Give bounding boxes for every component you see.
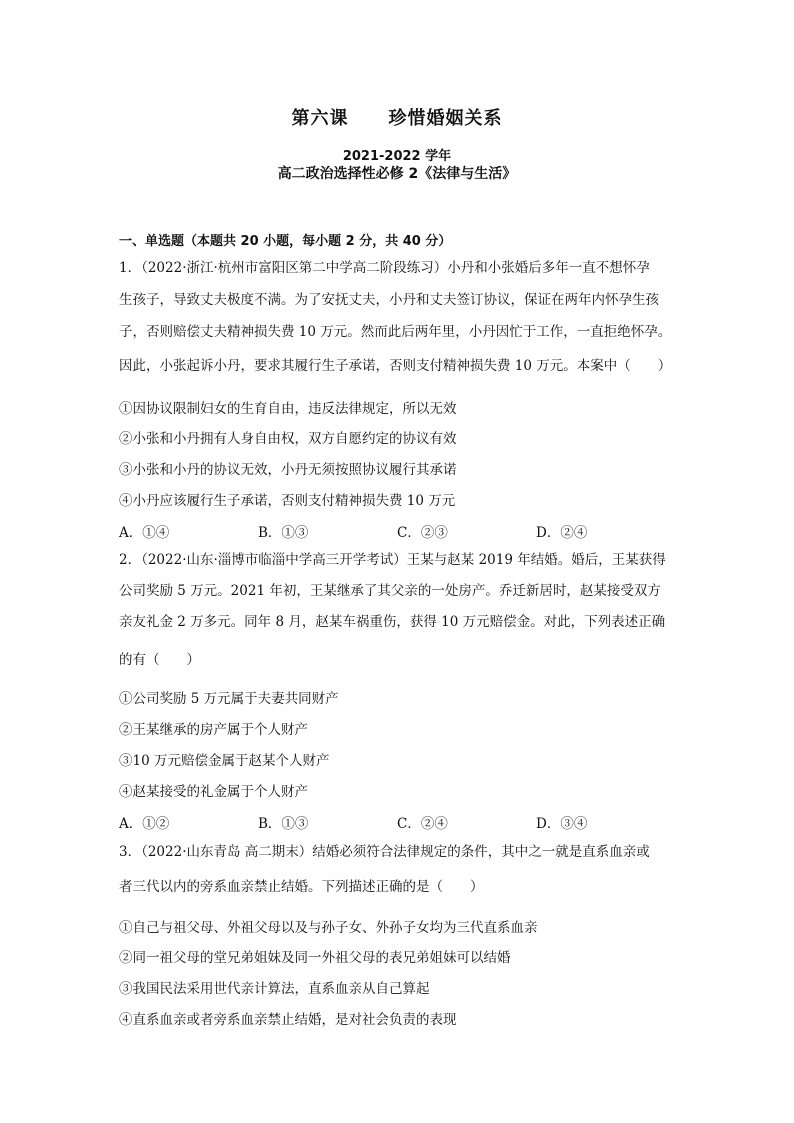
answer-choice-c: C．②③ <box>397 525 448 541</box>
statement-option: ④直系血亲或者旁系血亲禁止结婚，是对社会负责的表现 <box>119 1012 457 1028</box>
statement-option: ②王某继承的房产属于个人财产 <box>119 722 308 738</box>
question-text-line: 2．（2022·山东·淄博市临淄中学高三开学考试）王某与赵某 2019 年结婚。婚后，王某获得 <box>119 552 666 568</box>
statement-option: ①公司奖励 5 万元属于夫妻共同财产 <box>119 691 339 707</box>
question-text-line: 者三代以内的旁系血亲禁止结婚。下列描述正确的是（ ） <box>119 879 484 895</box>
answer-choice-b: B．①③ <box>258 816 309 832</box>
question-text-line: 的有（ ） <box>119 652 200 668</box>
question-text-line: 1．（2022·浙江·杭州市富阳区第二中学高二阶段练习）小丹和小张婚后多年一直不想怀孕 <box>119 260 650 276</box>
section-heading: 一、单选题（本题共 20 小题，每小题 2 分，共 40 分） <box>119 234 452 249</box>
question-text-line: 子，否则赔偿丈夫精神损失费 10 万元。然而此后两年里，小丹因忙于工作，一直拒绝怀孕。 <box>119 324 672 340</box>
question-text-line: 生孩子，导致丈夫极度不满。为了安抚丈夫，小丹和丈夫签订协议，保证在两年内怀孕生孩 <box>119 292 659 308</box>
lesson-number: 第六课 <box>291 108 349 129</box>
statement-option: ①自己与祖父母、外祖父母以及与孙子女、外孙子女均为三代直系血亲 <box>119 920 538 936</box>
answer-choice-b: B．①③ <box>258 525 309 541</box>
course-name: 高二政治选择性必修 2《法律与生活》 <box>277 166 517 182</box>
answer-choice-d: D．③④ <box>536 816 588 832</box>
lesson-topic: 珍惜婚姻关系 <box>388 108 503 129</box>
page-title <box>0 104 794 130</box>
statement-option: ②小张和小丹拥有人身自由权，双方自愿约定的协议有效 <box>119 431 457 447</box>
question-text-line: 亲友礼金 2 万多元。同年 8 月，赵某车祸重伤，获得 10 万元赔偿金。对此，下列表述正确 <box>119 614 666 630</box>
statement-option: ③小张和小丹的协议无效，小丹无须按照协议履行其承诺 <box>119 462 457 478</box>
answer-choice-c: C．②④ <box>397 816 448 832</box>
question-text-line: 3．（2022·山东青岛 高二期末）结婚必须符合法律规定的条件，其中之一就是直系血亲或 <box>119 844 650 860</box>
school-year: 2021-2022 学年 <box>342 149 452 164</box>
statement-option: ③我国民法采用世代亲计算法，直系血亲从自己算起 <box>119 981 430 997</box>
answer-choice-a: A．①② <box>119 816 170 832</box>
statement-option: ④赵某接受的礼金属于个人财产 <box>119 784 308 800</box>
answer-choice-d: D．②④ <box>536 525 588 541</box>
statement-option: ②同一祖父母的堂兄弟姐妹及同一外祖父母的表兄弟姐妹可以结婚 <box>119 950 511 966</box>
statement-option: ④小丹应该履行生子承诺，否则支付精神损失费 10 万元 <box>119 493 456 509</box>
question-text-line: 公司奖励 5 万元。2021 年初，王某继承了其父亲的一处房产。乔迁新居时，赵某接受双方 <box>119 583 661 599</box>
question-text-line: 因此，小张起诉小丹，要求其履行生子承诺，否则支付精神损失费 10 万元。本案中（ ） <box>119 358 672 374</box>
statement-option: ③10 万元赔偿金属于赵某个人财产 <box>119 753 330 769</box>
answer-choice-a: A．①④ <box>119 525 170 541</box>
statement-option: ①因协议限制妇女的生育自由，违反法律规定，所以无效 <box>119 401 457 417</box>
